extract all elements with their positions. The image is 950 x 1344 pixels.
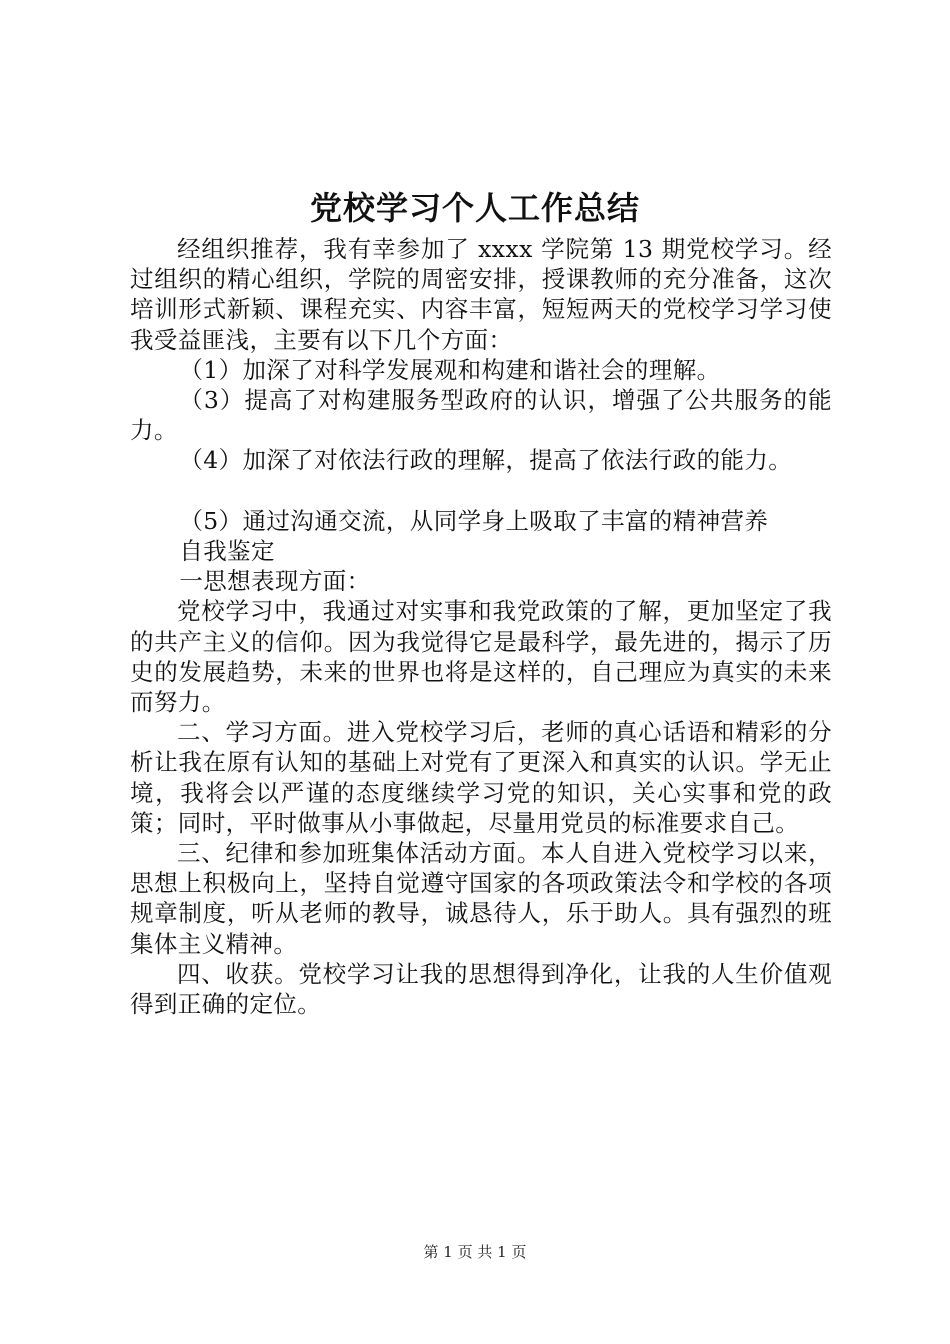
paragraph-thought: 党校学习中，我通过对实事和我党政策的了解，更加坚定了我的共产主义的信仰。因为我觉得它是最科学，最先进的，揭示了历史的发展趋势，未来的世界也将是这样的，自己理应为真实的未来而努力。 [130, 597, 832, 717]
paragraph-study: 二、学习方面。进入党校学习后，老师的真心话语和精彩的分析让我在原有认知的基础上对党有了更深入和真实的认识。学无止境，我将会以严谨的态度继续学习党的知识，关心实事和党的政策；同时，平时做事从小事做起，尽量用党员的标准要求自己。 [130, 718, 832, 837]
paragraph-harvest: 四、收获。党校学习让我的思想得到净化，让我的人生价值观得到正确的定位。 [130, 959, 832, 1019]
document-body [130, 234, 832, 1019]
paragraph-intro: 经组织推荐，我有幸参加了 xxxx 学院第 13 期党校学习。经过组织的精心组织，学院的周密安排，授课教师的充分准备，这次培训形式新颖、课程充实、内容丰富，短短两天的党校学习学习使我受益匪浅，主要有以下几个方面： [130, 235, 832, 354]
section-heading-thought: 一思想表现方面： [179, 567, 371, 596]
paragraph-item-4: （4）加深了对依法行政的理解，提高了依法行政的能力。 [179, 446, 793, 475]
document-title: 党校学习个人工作总结 [309, 189, 640, 227]
paragraph-item-3: （3）提高了对构建服务型政府的认识，增强了公共服务的能力。 [130, 386, 832, 445]
paragraph-discipline: 三、纪律和参加班集体活动方面。本人自进入党校学习以来，思想上积极向上，坚持自觉遵守国家的各项政策法令和学校的各项规章制度，听从老师的教导，诚恳待人，乐于助人。具有强烈的班集体主义精神。 [130, 839, 832, 958]
page-footer: 第 1 页 共 1 页 [423, 1243, 527, 1261]
paragraph-gap [130, 476, 832, 506]
section-heading-self-evaluation: 自我鉴定 [179, 537, 275, 566]
paragraph-item-1: （1）加深了对科学发展观和构建和谐社会的理解。 [179, 355, 721, 384]
paragraph-item-5: （5）通过沟通交流，从同学身上吸取了丰富的精神营养 [179, 506, 769, 535]
